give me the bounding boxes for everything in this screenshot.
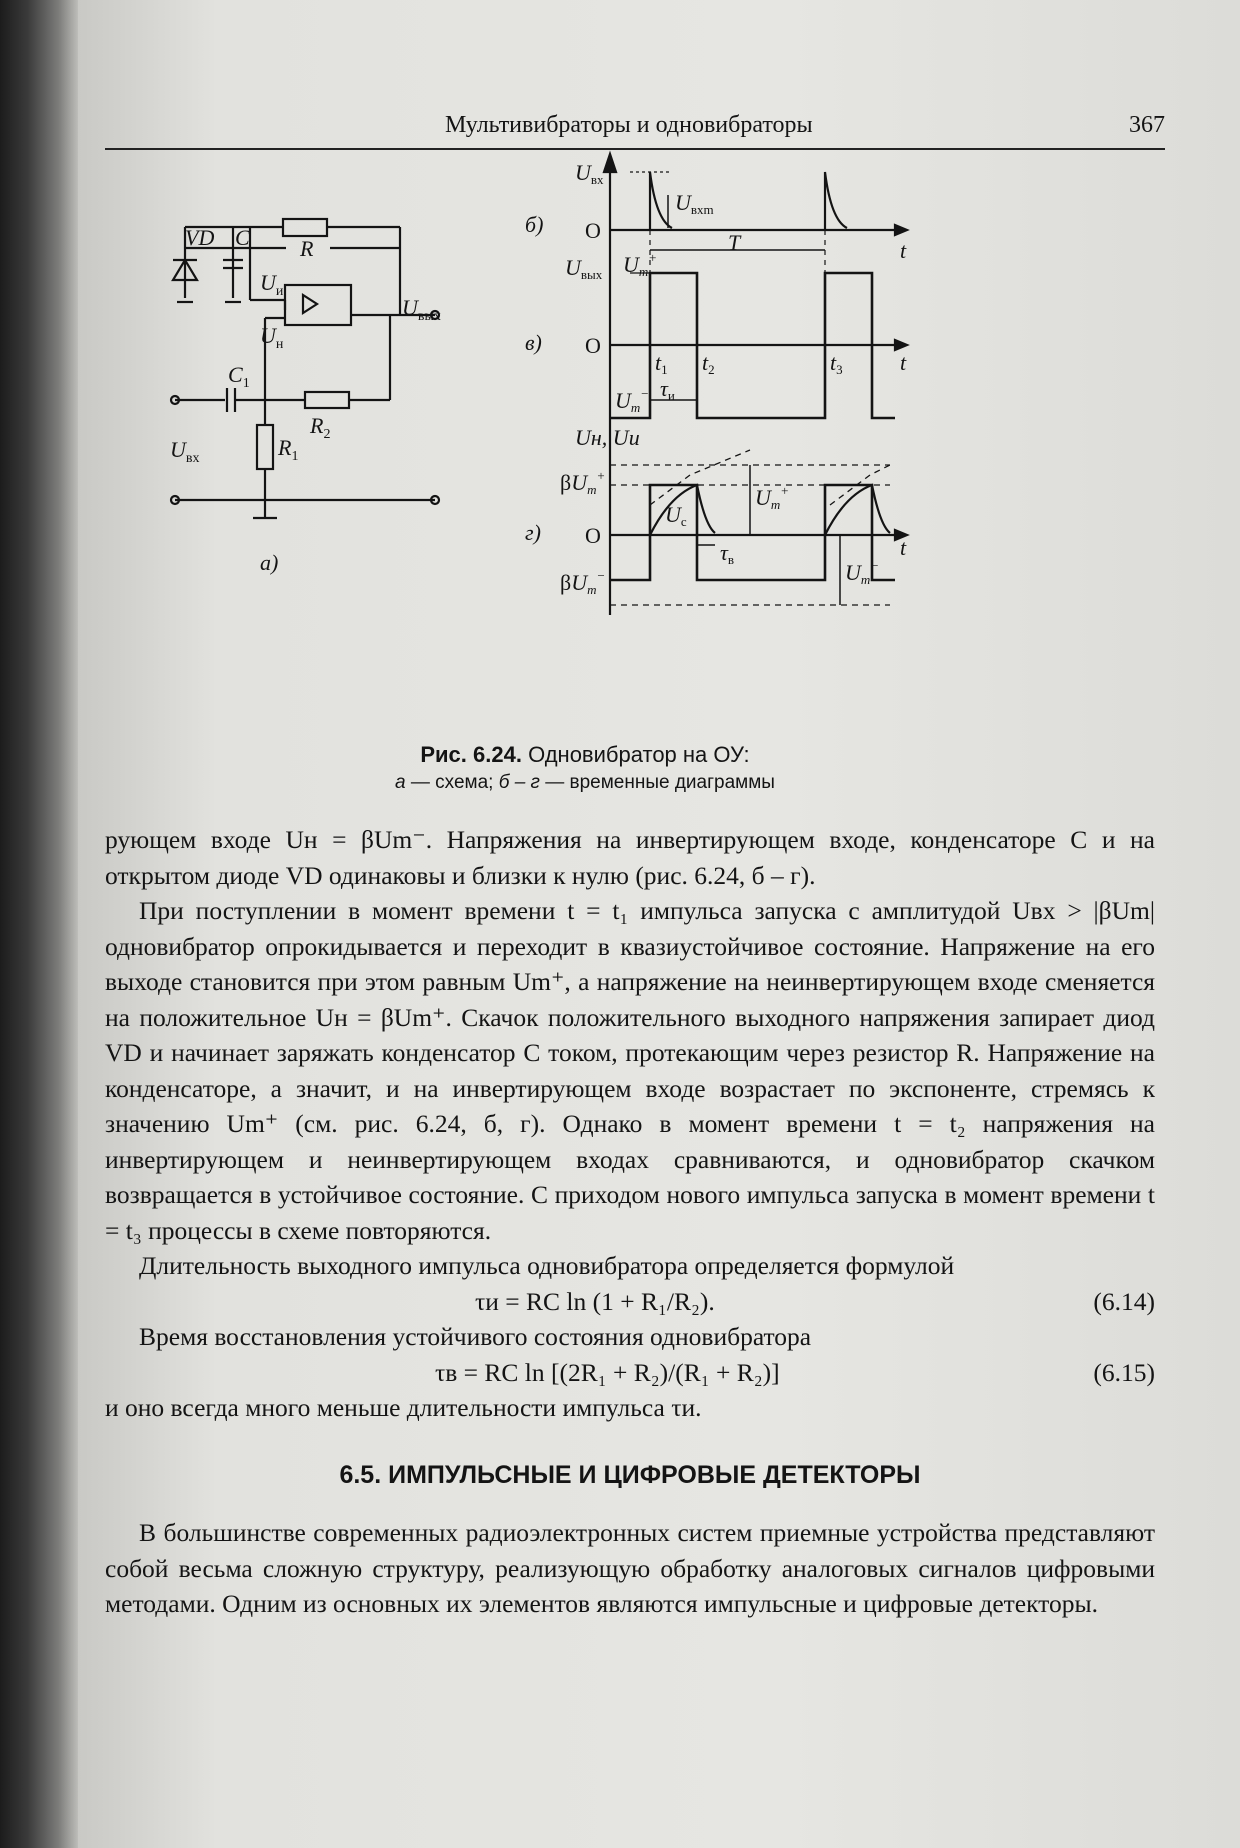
resistor-r — [283, 219, 327, 236]
formula-6-15: τв = RC ln [(2R₁ + R₂)/(R₁ + R₂)] (6.15) — [435, 1357, 1155, 1387]
paragraph-2: При поступлении в момент времени t = t₁ импульса запуска с амплитудой Uвх > |βUm| одновибратор опрокидывается и переходит в квазиустойчивое состояние. Напряжение на его выходе становится при этом равным Um⁺, а напряжение на неинвертирующем входе сменяется на положительное Uн = βUm⁺. Скачок положительного выходного напряжения запирает диод VD и начинает заряжать конденсатор C током, протекающим через резистор R. Напряжение на конденсаторе, а значит, и на инвертирующем входе возрастает по экспоненте, стремясь к значению Um⁺ (см. рис. 6.24, б, г). Однако в момент времени t = t₂ напряжения на инвертирующем и неинвертирующем входах сравниваются, и одновибратор скачком возвращается в устойчивое состояние. С приходом нового импульса запуска в момент времени t = t₃ процессы в схеме повторяются. — [105, 896, 1155, 1245]
svg-text:R2: $R_2$ — [310, 413, 331, 442]
svg-text:C: C — [235, 225, 250, 250]
svg-text:Um+: Um+ — [623, 250, 658, 279]
svg-text:τи: τи — [660, 376, 675, 403]
paragraph-3: Длительность выходного импульса одновибратора определяется формулой — [139, 1251, 955, 1280]
svg-text:O: O — [585, 218, 601, 243]
svg-text:а): а) — [260, 550, 279, 575]
paragraph-6: В большинстве современных радиоэлектронных систем приемные устройства представляют собой весьма сложную структуру, реализующую обработку аналоговых сигналов цифровыми методами. Одним из основных их элементов являются импульсные и цифровые детекторы. — [105, 1518, 1155, 1618]
svg-text:t1: t1 — [655, 350, 668, 377]
circuit-schematic — [171, 219, 439, 518]
page-number: 367 — [1129, 112, 1165, 138]
resistor-r2 — [305, 392, 349, 408]
resistor-r1 — [257, 425, 273, 469]
formula-6-14: τи = RC ln (1 + R₁/R₂). (6.14) — [475, 1286, 1155, 1316]
svg-text:C1: $C_1$ — [228, 362, 250, 391]
svg-text:βUm−: βUm− — [560, 568, 606, 597]
caption-title: Одновибратор на ОУ: — [528, 742, 750, 767]
body-text — [105, 822, 1155, 1622]
svg-text:Uc: Uc — [665, 502, 687, 529]
paragraph-1: рующем входе Uн = βUm⁻. Напряжения на инвертирующем входе, конденсаторе C и на открытом диоде VD одинаковы и близки к нулю (рис. 6.24, б – г). — [105, 825, 1155, 890]
svg-text:βUm+: βUm+ — [560, 468, 606, 497]
svg-text:VD: VD — [185, 225, 215, 250]
svg-text:Um−: Um− — [845, 558, 880, 587]
svg-text:Uи: $U_и$ — [260, 270, 284, 299]
svg-text:в): в) — [525, 330, 542, 355]
svg-text:t: t — [900, 350, 907, 375]
svg-text:t: t — [900, 238, 907, 263]
svg-text:Uвхm: Uвхm — [675, 190, 714, 217]
svg-text:T: T — [728, 230, 741, 255]
svg-text:O: O — [585, 523, 601, 548]
svg-text:t3: t3 — [830, 350, 843, 377]
running-header — [105, 108, 1165, 150]
svg-text:t: t — [900, 535, 907, 560]
header-title: Мультивибраторы и одновибраторы — [445, 112, 813, 138]
svg-text:t2: t2 — [702, 350, 715, 377]
timing-diagrams — [604, 154, 907, 615]
svg-text:Uвх: $U_{вх}$ — [170, 437, 200, 466]
svg-text:Uвх: Uвх — [575, 160, 604, 187]
caption-label: Рис. 6.24. — [420, 742, 522, 767]
svg-text:R1: $R_1$ — [278, 435, 299, 464]
svg-text:τв: τв — [720, 540, 735, 567]
section-heading: 6.5. ИМПУЛЬСНЫЕ И ЦИФРОВЫЕ ДЕТЕКТОРЫ — [339, 1460, 921, 1489]
timing-labels — [525, 160, 907, 597]
svg-text:г): г) — [525, 520, 541, 545]
figure-6-24 — [170, 160, 1090, 730]
svg-text:Um−: Um− — [615, 386, 650, 415]
figure-caption: Рис. 6.24. Одновибратор на ОУ: а — схема; б – г — временные диаграммы — [395, 742, 775, 793]
svg-text:O: O — [585, 333, 601, 358]
paragraph-4: Время восстановления устойчивого состояния одновибратора — [139, 1322, 812, 1351]
svg-text:Uвых: Uвых — [565, 255, 603, 282]
opamp — [285, 285, 351, 325]
svg-text:Uн: $U_н$ — [260, 323, 284, 352]
paragraph-5: и оно всегда много меньше длительности импульса τи. — [105, 1393, 702, 1422]
svg-text:R: R — [300, 236, 314, 261]
svg-text:Um+: Um+ — [755, 483, 790, 512]
svg-text:б): б) — [525, 212, 544, 237]
svg-text:Uвых: $U_{вых}$ — [402, 295, 441, 324]
svg-text:Uн, Uи: Uн, Uи — [575, 425, 640, 450]
book-spine-shadow — [0, 0, 78, 1848]
